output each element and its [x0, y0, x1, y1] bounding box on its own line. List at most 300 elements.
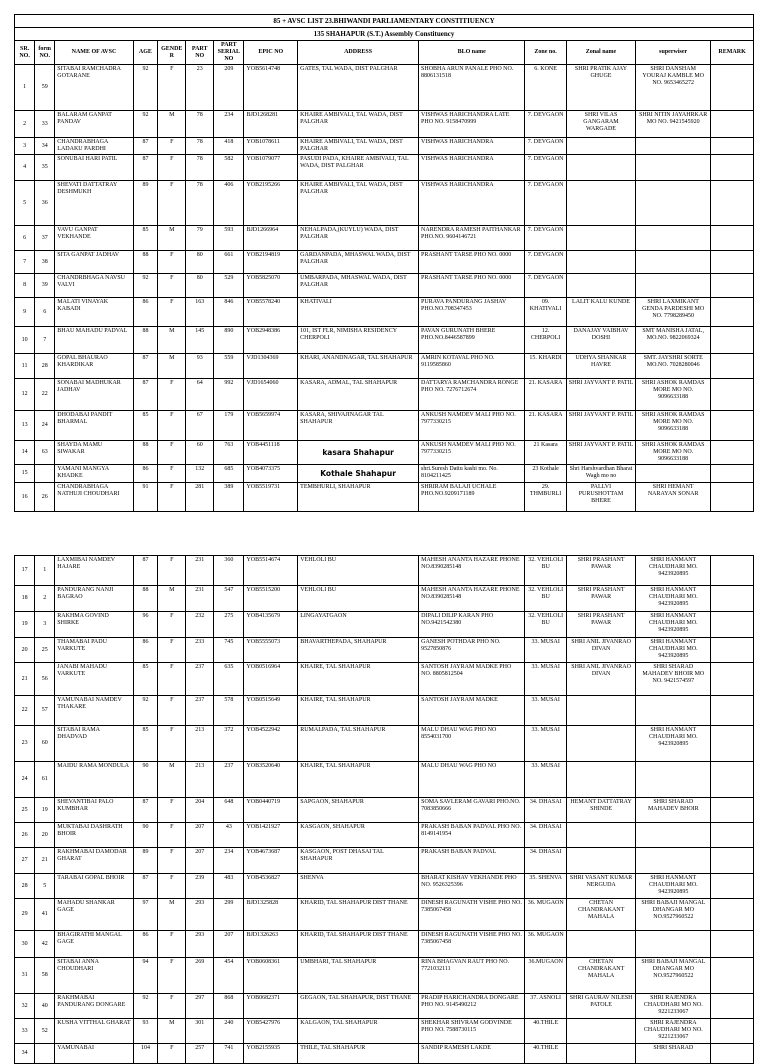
cell-name: YAMUNABAI — [55, 1044, 133, 1064]
cell-part: 297 — [186, 994, 214, 1019]
cell-blo: VISHWAS HARICHANDRA LATE PHO NO. 9158470999 — [419, 111, 525, 138]
cell-age: 85 — [133, 663, 158, 696]
cell-epic: YOB0440719 — [244, 798, 298, 823]
cell-name: YAMUNABAI NAMDEV THAKARE — [55, 696, 133, 726]
cell-epic: YOB5519731 — [244, 483, 298, 512]
cell-address: KHAIRE AMBIVALI, TAL WADA, DIST PALGHAR — [298, 138, 419, 155]
cell-form: 34 — [35, 138, 55, 155]
cell-part: 145 — [186, 327, 214, 354]
table-row — [15, 696, 754, 726]
cell-serial: 559 — [214, 354, 244, 379]
table-row — [15, 1044, 754, 1064]
cell-form: 22 — [35, 379, 55, 411]
cell-address: GARDANPADA, MHASWAL WADA, DIST PALGHAR — [298, 251, 419, 274]
cell-sr: 4 — [15, 155, 35, 181]
cell-name: SITABAI RAMCHADRA GOTARANE — [55, 65, 133, 111]
cell-part: 93 — [186, 354, 214, 379]
cell-supervisor — [636, 762, 711, 798]
cell-zone: 29. THMBURLI — [525, 483, 566, 512]
cell-form: 38 — [35, 251, 55, 274]
cell-zone: 37. ASNOLI — [525, 994, 566, 1019]
cell-part: 213 — [186, 762, 214, 798]
table-row — [15, 251, 754, 274]
cell-age: 87 — [133, 138, 158, 155]
cell-age: 91 — [133, 483, 158, 512]
cell-zone: 33. MUSAI — [525, 638, 566, 663]
cell-zone: 33. MUSAI — [525, 726, 566, 762]
cell-epic: BJD1266964 — [244, 226, 298, 251]
cell-blo: NARENDRA RAMESH PAITHANKAR PHO.NO. 9604146721 — [419, 226, 525, 251]
cell-serial: 207 — [214, 931, 244, 958]
cell-gender: F — [158, 726, 186, 762]
table-row — [15, 638, 754, 663]
cell-part: 132 — [186, 465, 214, 483]
cell-address: VEHLOLI BU — [298, 556, 419, 586]
cell-remark — [711, 696, 754, 726]
cell-name: RAKHMABAI DAMODAR GHARAT — [55, 848, 133, 874]
cell-gender: F — [158, 155, 186, 181]
cell-serial: 745 — [214, 638, 244, 663]
cell-remark — [711, 411, 754, 441]
table-row — [15, 411, 754, 441]
cell-zone: 7. DEVGAON — [525, 181, 566, 226]
cell-serial: 209 — [214, 65, 244, 111]
header-zone: Zone no. — [525, 41, 566, 65]
cell-address: SHENVA — [298, 874, 419, 899]
cell-remark — [711, 899, 754, 931]
cell-supervisor: SHRI HEMANT NARAYAN SONAR — [636, 483, 711, 512]
cell-serial: 635 — [214, 663, 244, 696]
cell-part: 257 — [186, 1044, 214, 1064]
cell-sr: 30 — [15, 931, 35, 958]
cell-form: 56 — [35, 663, 55, 696]
cell-address: KALGAON, TAL SHAHAPUR — [298, 1019, 419, 1044]
cell-remark — [711, 663, 754, 696]
cell-zonal: SHRI ANIL JIVANRAO DIVAN — [566, 638, 635, 663]
cell-name: SHEVANTIBAI PALO KUMBHAR — [55, 798, 133, 823]
cell-age: 92 — [133, 65, 158, 111]
cell-serial: 418 — [214, 138, 244, 155]
cell-sr: 11 — [15, 354, 35, 379]
cell-remark — [711, 65, 754, 111]
cell-name: SHEVATI DATTATRAY DESHMUKH — [55, 181, 133, 226]
cell-age: 90 — [133, 823, 158, 848]
table-row — [15, 958, 754, 994]
cell-zone: 32. VEHLOLI BU — [525, 556, 566, 586]
cell-name: SITA GANPAT JADHAV — [55, 251, 133, 274]
cell-form: 60 — [35, 726, 55, 762]
cell-part: 231 — [186, 556, 214, 586]
cell-supervisor: SHRI RAJENDRA CHAUDHARI MO NO. 9221233067 — [636, 994, 711, 1019]
cell-serial: 234 — [214, 848, 244, 874]
cell-name: CHANDRBHAGA NAVSU VALVI — [55, 274, 133, 298]
cell-zone: 21 Kasara — [525, 441, 566, 465]
cell-name: SHAYDA MAMU SIWAKAR — [55, 441, 133, 465]
table-row — [15, 138, 754, 155]
cell-zonal: UDHYA SHANKAR HAVRE — [566, 354, 635, 379]
cell-address: VEHLOLI BU — [298, 586, 419, 612]
cell-form: 1 — [35, 556, 55, 586]
cell-zonal: SHRI ANIL JIVANRAO DIVAN — [566, 663, 635, 696]
cell-zone: 34. DHASAI — [525, 848, 566, 874]
cell-sr: 24 — [15, 762, 35, 798]
cell-zone: 32. VEHLOLI BU — [525, 612, 566, 638]
cell-zone: 40.THILE — [525, 1019, 566, 1044]
cell-part: 207 — [186, 848, 214, 874]
cell-supervisor — [636, 138, 711, 155]
cell-sr: 6 — [15, 226, 35, 251]
cell-gender: M — [158, 586, 186, 612]
cell-gender: F — [158, 483, 186, 512]
cell-epic: YOB5659974 — [244, 411, 298, 441]
header-part: PART NO — [186, 41, 214, 65]
table-row — [15, 726, 754, 762]
cell-blo: PRASHANT TARSE PHO NO. 0000 — [419, 274, 525, 298]
cell-age: 85 — [133, 411, 158, 441]
header-name: NAME OF AVSC — [55, 41, 133, 65]
cell-form — [35, 465, 55, 483]
cell-age: 87 — [133, 379, 158, 411]
cell-part: 237 — [186, 663, 214, 696]
cell-name: TARABAI GOPAL BHOIR — [55, 874, 133, 899]
cell-address: kasara Shahapur — [298, 441, 419, 465]
cell-gender: F — [158, 994, 186, 1019]
cell-blo: PRASHANT TARSE PHO NO. 0000 — [419, 251, 525, 274]
table-row — [15, 612, 754, 638]
cell-serial: 406 — [214, 181, 244, 226]
cell-blo: SHOBHA ARUN PANALE PHO NO. 8806131518 — [419, 65, 525, 111]
table-row — [15, 65, 754, 111]
cell-zone: 7. DEVGAON — [525, 251, 566, 274]
table-row — [15, 379, 754, 411]
cell-address: KHAIRE, TAL SHAHAPUR — [298, 696, 419, 726]
cell-gender: F — [158, 441, 186, 465]
cell-supervisor — [636, 931, 711, 958]
cell-address: BHAVARTHEPADA, SHAHAPUR — [298, 638, 419, 663]
cell-form: 36 — [35, 181, 55, 226]
cell-supervisor: SHRI ASHOK RAMDAS MORE MO NO. 9096633188 — [636, 441, 711, 465]
cell-blo: MAHESH ANANTA HAZARE PHONE NO.8390285148 — [419, 586, 525, 612]
cell-remark — [711, 823, 754, 848]
cell-blo: DINESH RAGUNATH VISHE PHO NO. 7385067458 — [419, 899, 525, 931]
cell-sr: 17 — [15, 556, 35, 586]
cell-form: 33 — [35, 111, 55, 138]
cell-name: VAVU GANPAT VEKHANDE — [55, 226, 133, 251]
cell-supervisor — [636, 274, 711, 298]
cell-part: 64 — [186, 379, 214, 411]
cell-address: KHAIRE AMBIVALI, TAL WADA, DIST PALGHAR — [298, 181, 419, 226]
cell-age: 89 — [133, 181, 158, 226]
cell-age: 92 — [133, 274, 158, 298]
cell-gender: F — [158, 958, 186, 994]
cell-zonal — [566, 726, 635, 762]
cell-gender: F — [158, 556, 186, 586]
cell-sr: 16 — [15, 483, 35, 512]
cell-form: 24 — [35, 411, 55, 441]
cell-epic: BJD1326263 — [244, 931, 298, 958]
cell-zonal: LALIT KALU KUNDE — [566, 298, 635, 327]
cell-age: 87 — [133, 798, 158, 823]
document-title: 85 + AVSC LIST 23.BHIWANDI PARLIAMENTARY CONSTITIUENCY — [15, 15, 754, 28]
cell-gender: F — [158, 696, 186, 726]
cell-remark — [711, 958, 754, 994]
cell-supervisor — [636, 696, 711, 726]
cell-part: 207 — [186, 823, 214, 848]
cell-epic: YOB0515649 — [244, 696, 298, 726]
cell-supervisor: SHRI LAXMIKANT GENDA PARDESHI MO NO. 7798289450 — [636, 298, 711, 327]
cell-sr: 10 — [15, 327, 35, 354]
cell-sr: 7 — [15, 251, 35, 274]
cell-blo: RINA BHAGVAN RAUT PHO NO. 7721032111 — [419, 958, 525, 994]
cell-serial: 237 — [214, 762, 244, 798]
cell-blo: DINESH RAGUNATH VISHE PHO NO. 7385067458 — [419, 931, 525, 958]
cell-zone: 23 Kothale — [525, 465, 566, 483]
cell-form: 35 — [35, 155, 55, 181]
cell-part: 78 — [186, 111, 214, 138]
cell-zone: 35. SHENVA — [525, 874, 566, 899]
cell-gender: F — [158, 798, 186, 823]
header-srno: SR. NO. — [15, 41, 35, 65]
cell-zone: 7. DEVGAON — [525, 226, 566, 251]
cell-gender: F — [158, 823, 186, 848]
cell-remark — [711, 1044, 754, 1064]
cell-serial: 763 — [214, 441, 244, 465]
cell-address: GATES, TAL WADA, DIST PALGHAR — [298, 65, 419, 111]
cell-epic: YOB0608361 — [244, 958, 298, 994]
cell-supervisor — [636, 155, 711, 181]
cell-part: 78 — [186, 138, 214, 155]
cell-address: KHATIVALI — [298, 298, 419, 327]
cell-gender: F — [158, 465, 186, 483]
cell-supervisor — [636, 226, 711, 251]
cell-remark — [711, 155, 754, 181]
cell-zonal — [566, 931, 635, 958]
cell-gender: F — [158, 251, 186, 274]
cell-blo: MALU DHAU WAG PHO NO — [419, 762, 525, 798]
cell-supervisor: SHRI SHARAD MAHADEV BHOIR — [636, 798, 711, 823]
cell-serial: 454 — [214, 958, 244, 994]
cell-form: 59 — [35, 65, 55, 111]
cell-zonal — [566, 181, 635, 226]
cell-name: SONUBAI HARI PATIL — [55, 155, 133, 181]
cell-blo: GANESH POTHDAR PHO NO. 9527850876 — [419, 638, 525, 663]
cell-epic: YOB4451118 — [244, 441, 298, 465]
cell-sr: 8 — [15, 274, 35, 298]
cell-sr: 3 — [15, 138, 35, 155]
cell-address: 101, IST FLR, NIMISHA RESIDENCY CHERPOLI — [298, 327, 419, 354]
cell-blo: VISHWAS HARICHANDRA — [419, 155, 525, 181]
table-row — [15, 274, 754, 298]
cell-zone: 34. DHASAI — [525, 823, 566, 848]
cell-gender: F — [158, 274, 186, 298]
cell-age: 92 — [133, 696, 158, 726]
cell-sr: 22 — [15, 696, 35, 726]
cell-blo: PRAKASH BABAN PADVAL — [419, 848, 525, 874]
cell-part: 293 — [186, 931, 214, 958]
cell-epic: YOB4522942 — [244, 726, 298, 762]
cell-blo: DATTARYA RAMCHANDRA RONGE PHO NO. 7276712674 — [419, 379, 525, 411]
cell-form: 25 — [35, 638, 55, 663]
cell-remark — [711, 762, 754, 798]
cell-part: 231 — [186, 586, 214, 612]
cell-part: 60 — [186, 441, 214, 465]
cell-zone: 21. KASARA — [525, 379, 566, 411]
cell-zonal — [566, 155, 635, 181]
table-row — [15, 823, 754, 848]
cell-sr: 29 — [15, 899, 35, 931]
cell-part: 301 — [186, 1019, 214, 1044]
cell-epic: BJD1325828 — [244, 899, 298, 931]
cell-serial: 360 — [214, 556, 244, 586]
cell-epic: YOB5825070 — [244, 274, 298, 298]
cell-address: PASUDI PADA, KHAIRE AMBIVALI, TAL WADA, DIST PALGHAR — [298, 155, 419, 181]
cell-supervisor: SHRI HANMANT CHAUDHARI MO. 9423920895 — [636, 726, 711, 762]
cell-gender: F — [158, 379, 186, 411]
cell-sr: 5 — [15, 181, 35, 226]
cell-zone: 6. KONE — [525, 65, 566, 111]
cell-sr: 9 — [15, 298, 35, 327]
cell-form: 37 — [35, 226, 55, 251]
cell-zonal — [566, 274, 635, 298]
cell-remark — [711, 931, 754, 958]
cell-zone: 32. VEHLOLI BU — [525, 586, 566, 612]
cell-blo: PAVAN GURUNATH BHERE PHO.NO.8446587899 — [419, 327, 525, 354]
cell-form: 61 — [35, 762, 55, 798]
cell-form — [35, 1044, 55, 1064]
cell-zonal: SHRI PRASHANT PAWAR — [566, 612, 635, 638]
cell-age: 86 — [133, 465, 158, 483]
cell-age: 89 — [133, 848, 158, 874]
cell-epic: BJD1268281 — [244, 111, 298, 138]
cell-epic: YOB5578240 — [244, 298, 298, 327]
cell-supervisor — [636, 181, 711, 226]
cell-epic: YOB2194819 — [244, 251, 298, 274]
cell-blo: VISHWAS HARICHANDRA — [419, 181, 525, 226]
cell-gender: F — [158, 663, 186, 696]
cell-age: 92 — [133, 994, 158, 1019]
cell-serial: 578 — [214, 696, 244, 726]
table-row — [15, 899, 754, 931]
table-row — [15, 874, 754, 899]
cell-address: KASARA, ADMAL, TAL SHAHAPUR — [298, 379, 419, 411]
cell-epic: YOB0682371 — [244, 994, 298, 1019]
cell-supervisor: SHRI SHARAD MAHADEV BHOIR MO NO. 9421574597 — [636, 663, 711, 696]
cell-epic: YOB4135679 — [244, 612, 298, 638]
cell-age: 94 — [133, 958, 158, 994]
cell-age: 87 — [133, 354, 158, 379]
cell-epic: VJD1304369 — [244, 354, 298, 379]
cell-zonal: Shri Harshvardhan Bharat Wagh mo no — [566, 465, 635, 483]
avsc-table-page-1 — [14, 14, 754, 512]
cell-zonal — [566, 1019, 635, 1044]
cell-sr: 2 — [15, 111, 35, 138]
cell-remark — [711, 327, 754, 354]
cell-form: 6 — [35, 298, 55, 327]
cell-age: 85 — [133, 726, 158, 762]
header-supervisor: superwiser — [636, 41, 711, 65]
cell-remark — [711, 726, 754, 762]
cell-form: 3 — [35, 612, 55, 638]
cell-supervisor — [636, 848, 711, 874]
cell-gender: F — [158, 638, 186, 663]
cell-name: BALARAM GANPAT PANDAV — [55, 111, 133, 138]
table-row — [15, 354, 754, 379]
cell-age: 96 — [133, 612, 158, 638]
cell-age: 97 — [133, 899, 158, 931]
table-row — [15, 798, 754, 823]
cell-blo: PURAVA PANDURANG JASHAV PHO.NO.708347453 — [419, 298, 525, 327]
cell-remark — [711, 556, 754, 586]
table-row — [15, 155, 754, 181]
cell-name: MUKTABAI DASHRATH BHOIR — [55, 823, 133, 848]
cell-name: GOPAL BHAURAO KHARDIKAR — [55, 354, 133, 379]
cell-sr: 21 — [15, 663, 35, 696]
cell-zonal: SHRI JAYVANT P. PATIL — [566, 441, 635, 465]
cell-supervisor: SHRI HANMANT CHAUDHARI MO. 9423920895 — [636, 638, 711, 663]
cell-age: 88 — [133, 586, 158, 612]
cell-age: 86 — [133, 931, 158, 958]
cell-address: GEGAON, TAL SHAHAPUR, DIST THANE — [298, 994, 419, 1019]
cell-serial: 275 — [214, 612, 244, 638]
cell-name: SONABAI MADHUKAR JADHAV — [55, 379, 133, 411]
cell-zonal: SHRI JAYVANT P. PATIL — [566, 379, 635, 411]
cell-age: 87 — [133, 556, 158, 586]
cell-supervisor: SHRI ASHOK RAMDAS MORE MO NO. 9096633188 — [636, 379, 711, 411]
cell-epic: YOB2155935 — [244, 1044, 298, 1064]
cell-zonal — [566, 1044, 635, 1064]
table-row — [15, 994, 754, 1019]
cell-name: RAKHMABAI PANDURANG DONGARE — [55, 994, 133, 1019]
cell-sr: 33 — [15, 1019, 35, 1044]
cell-zonal — [566, 848, 635, 874]
cell-form: 26 — [35, 483, 55, 512]
cell-blo: PRADIP HARICHANDRA DONGARE PHO NO. 9145490212 — [419, 994, 525, 1019]
cell-age: 86 — [133, 638, 158, 663]
cell-address: KASGAON, POST DHASAI TAL SHAHAPUR — [298, 848, 419, 874]
cell-remark — [711, 874, 754, 899]
cell-sr: 31 — [15, 958, 35, 994]
cell-remark — [711, 612, 754, 638]
cell-gender: F — [158, 65, 186, 111]
cell-sr: 28 — [15, 874, 35, 899]
cell-address: KHAIRE, TAL SHAHAPUR — [298, 663, 419, 696]
cell-blo: shri.Suresh Dattu kashi mo. No. 8104211425 — [419, 465, 525, 483]
table-header-row — [15, 41, 754, 65]
cell-address: Kothale Shahapur — [298, 465, 419, 483]
cell-name: YAMANI MANGYA KHADKE — [55, 465, 133, 483]
cell-gender: M — [158, 111, 186, 138]
cell-remark — [711, 226, 754, 251]
cell-form: 19 — [35, 798, 55, 823]
cell-zone: 36. MUGAON — [525, 931, 566, 958]
table-row — [15, 848, 754, 874]
cell-part: 233 — [186, 638, 214, 663]
cell-supervisor: SHRI ASHOK RAMDAS MORE MO NO. 9096633188 — [636, 411, 711, 441]
cell-serial: 547 — [214, 586, 244, 612]
cell-zonal — [566, 762, 635, 798]
cell-name: MAHADU SHANKAR GAGE — [55, 899, 133, 931]
cell-gender: M — [158, 327, 186, 354]
cell-sr: 18 — [15, 586, 35, 612]
cell-zonal: DANAJAY VAIBHAV DOSHI — [566, 327, 635, 354]
cell-sr: 1 — [15, 65, 35, 111]
cell-name: BHAGIRATHI MANGAL GAGE — [55, 931, 133, 958]
cell-name: SITABAI ANNA CHOUDHARI — [55, 958, 133, 994]
cell-zonal: SHRI PRATIK AJAY GHUGE — [566, 65, 635, 111]
cell-sr: 13 — [15, 411, 35, 441]
cell-zonal: SHRI VASANT KUMAR NERGUDA — [566, 874, 635, 899]
cell-remark — [711, 848, 754, 874]
